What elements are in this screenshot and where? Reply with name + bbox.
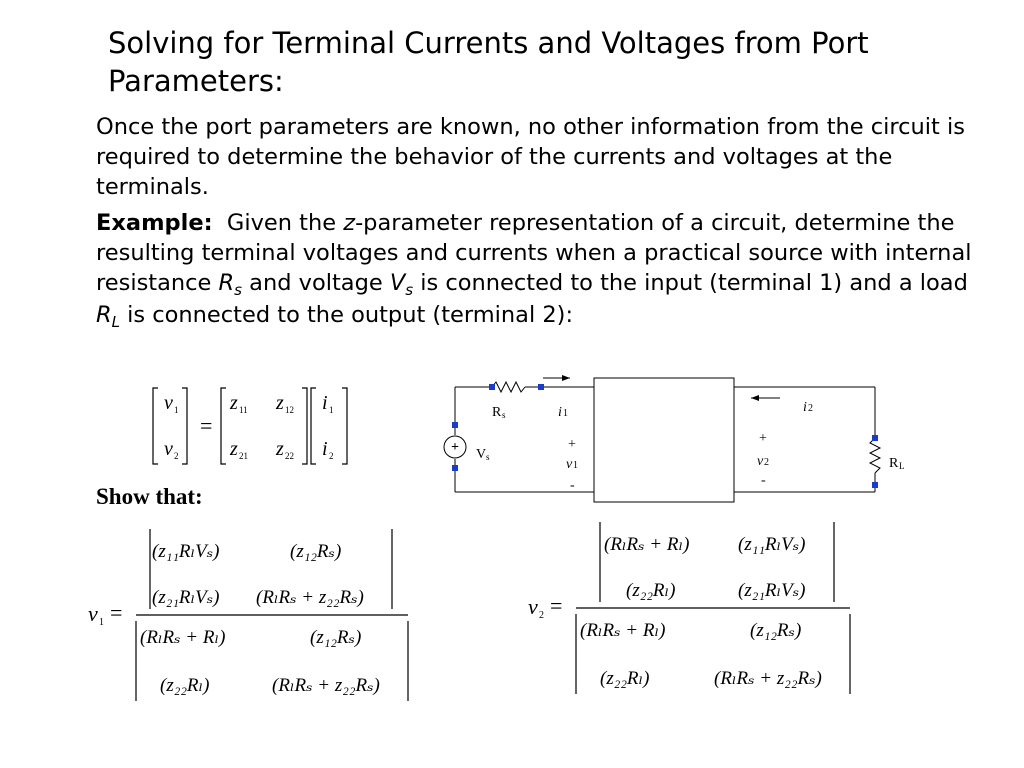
rs-resistor xyxy=(492,382,525,392)
rs-label-sub: s xyxy=(502,410,506,420)
v2-num-c: (z₂₂Rₗ) xyxy=(626,580,676,601)
matrix-v2-sub: 2 xyxy=(174,451,179,461)
intro-paragraph: Once the port parameters are known, no other information from the circuit is required to determine the behavior of the currents and voltages at the terminals. xyxy=(96,114,965,200)
v2-num-a: (RₗRₛ + Rₗ) xyxy=(604,534,690,555)
v2-label: v xyxy=(757,454,764,469)
i2-label: i xyxy=(803,400,807,415)
rl-symbol: R xyxy=(96,302,112,328)
v1-den-b: (z₁₂Rₛ) xyxy=(310,627,362,648)
v2-den-a: (RₗRₛ + Rₗ) xyxy=(580,620,666,641)
rl-label: R xyxy=(889,456,899,471)
v2-lhs: v xyxy=(528,594,538,619)
v1-den-d: (RₗRₛ + z₂₂Rₛ) xyxy=(272,675,380,696)
v1-den-c: (z₂₂Rₗ) xyxy=(160,675,210,696)
vs-subscript: s xyxy=(405,281,414,299)
vs-label: V xyxy=(476,447,487,462)
v1-lhs: v xyxy=(88,601,98,626)
v1-minus: - xyxy=(570,478,575,493)
matrix-z22: z xyxy=(276,438,284,460)
example-paragraph xyxy=(96,208,976,332)
matrix-z11: z xyxy=(230,392,238,414)
two-port-box xyxy=(594,378,734,502)
slide-title: Solving for Terminal Currents and Voltages from Port Parameters: xyxy=(108,26,869,98)
v2-plus: + xyxy=(759,431,767,446)
rs-subscript: s xyxy=(234,281,242,299)
matrix-z11-sub: 11 xyxy=(239,405,248,415)
example-text-2: -parameter representation of a circuit, determine the resulting terminal voltages and currents when a practical source with internal resistance xyxy=(96,210,972,296)
vs-symbol: V xyxy=(389,270,406,296)
v1-num-a: (z₁₁RₗVₛ) xyxy=(152,541,220,562)
example-text-5: is connected to the output (terminal 2): xyxy=(120,302,574,328)
v1-num-d: (RₗRₛ + z₂₂Rₛ) xyxy=(256,587,364,608)
v2-den-b: (z₁₂Rₛ) xyxy=(750,620,802,641)
matrix-z21: z xyxy=(230,438,238,460)
v2-den-c: (z₂₂Rₗ) xyxy=(600,668,650,689)
v2-equals: = xyxy=(550,593,563,618)
rs-label: R xyxy=(492,405,502,420)
v1-num-c: (z₂₁RₗVₛ) xyxy=(152,587,220,608)
example-text-1: Given the xyxy=(226,210,344,236)
matrix-v2: v xyxy=(164,438,173,460)
v2-num-b: (z₁₁RₗVₛ) xyxy=(738,534,806,555)
rl-subscript: L xyxy=(111,313,120,331)
v2-num-d: (z₂₁RₗVₛ) xyxy=(738,580,806,601)
source-plus: + xyxy=(451,440,459,455)
v1-plus: + xyxy=(568,437,576,452)
i1-label-sub: 1 xyxy=(563,408,568,419)
circuit-diagram xyxy=(440,370,905,510)
v2-minus: - xyxy=(761,473,766,488)
matrix-i2: i xyxy=(322,438,328,460)
v2-den-d: (RₗRₛ + z₂₂Rₛ) xyxy=(714,668,822,689)
example-label: Example: xyxy=(96,210,213,236)
matrix-equals: = xyxy=(200,413,213,438)
matrix-z22-sub: 22 xyxy=(285,451,294,461)
v1-num-b: (z₁₂Rₛ) xyxy=(290,541,342,562)
i1-label: i xyxy=(558,405,562,420)
rl-label-sub: L xyxy=(899,461,905,471)
v1-label-sub: 1 xyxy=(573,460,578,471)
rl-resistor xyxy=(870,438,880,473)
show-that-label: Show that: xyxy=(96,484,203,509)
matrix-equation xyxy=(150,382,360,472)
example-text-3: and voltage xyxy=(242,270,390,296)
matrix-v1-sub: 1 xyxy=(174,405,179,415)
matrix-i1-sub: 1 xyxy=(329,405,334,415)
i2-label-sub: 2 xyxy=(808,403,813,414)
v1-lhs-sub: 1 xyxy=(99,617,104,628)
v1-label: v xyxy=(566,457,573,472)
v1-den-a: (RₗRₛ + Rₗ) xyxy=(140,627,226,648)
v1-equals: = xyxy=(110,600,123,625)
matrix-z12: z xyxy=(276,392,284,414)
v2-label-sub: 2 xyxy=(764,457,769,468)
rs-symbol: R xyxy=(218,270,235,296)
matrix-z21-sub: 21 xyxy=(239,451,248,461)
matrix-i2-sub: 2 xyxy=(329,451,334,461)
formula-v2 xyxy=(528,518,858,698)
matrix-z12-sub: 12 xyxy=(285,405,294,415)
v2-lhs-sub: 2 xyxy=(539,610,544,621)
matrix-i1: i xyxy=(322,392,328,414)
example-text-4: is connected to the input (terminal 1) and a load xyxy=(413,270,968,296)
formula-v1 xyxy=(88,525,418,705)
example-z: z xyxy=(343,210,356,236)
vs-label-sub: s xyxy=(486,452,490,462)
matrix-v1: v xyxy=(164,392,173,414)
